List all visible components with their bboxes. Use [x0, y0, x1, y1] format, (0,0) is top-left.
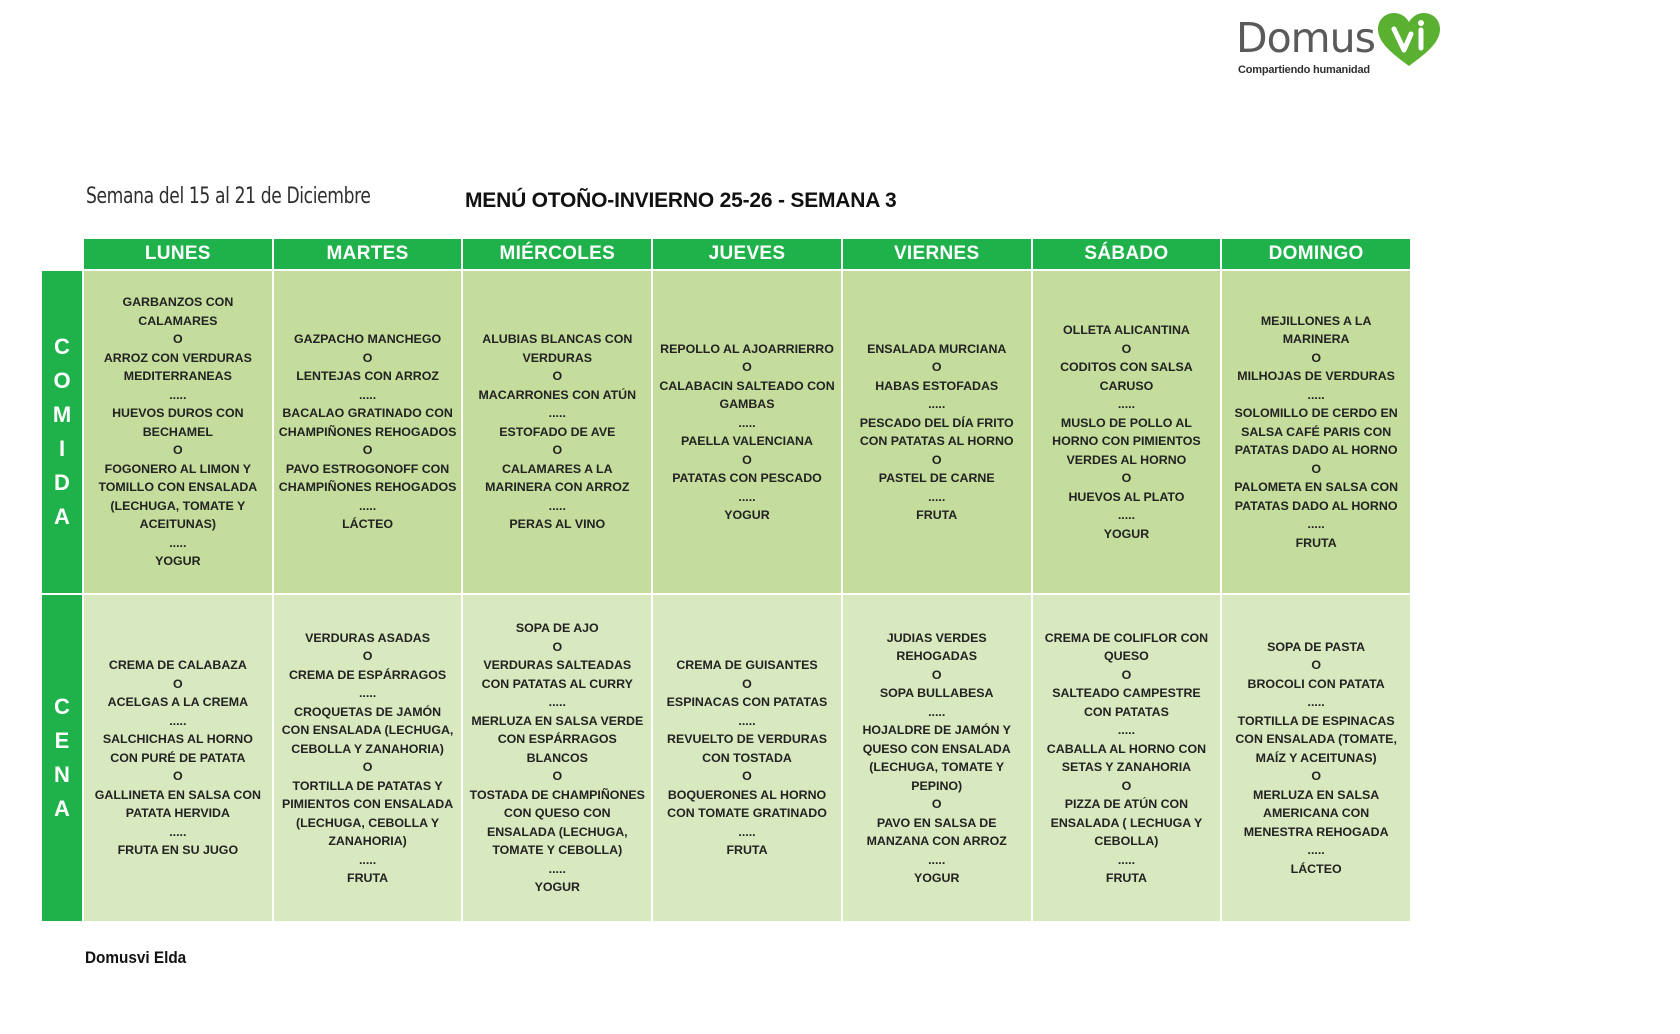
menu-line: ..... [358, 852, 377, 867]
meal-label-letter: D [54, 470, 70, 495]
day-header: VIERNES [843, 239, 1031, 269]
menu-cell [84, 271, 272, 593]
menu-line: LÁCTEO [342, 517, 394, 532]
menu-line: ..... [1307, 843, 1325, 858]
menu-line: ..... [1307, 387, 1325, 402]
menu-cell [843, 595, 1031, 921]
menu-cell [463, 595, 651, 921]
menu-cell [1033, 271, 1221, 593]
meal-label-letter: A [54, 796, 70, 821]
menu-line: SOPA DE PASTA [1267, 639, 1366, 654]
menu-line: O [1121, 341, 1132, 356]
menu-line: O [1121, 778, 1132, 793]
menu-line: ..... [169, 713, 187, 728]
menu-line: ..... [169, 535, 187, 550]
menu-line: ..... [928, 704, 946, 719]
menu-line: VERDURAS SALTEADAS CON PATATAS AL CURRY [481, 658, 633, 691]
menu-line: TOSTADA DE CHAMPIÑONES CON QUESO CON ENSALADA (LECHUGA, TOMATE Y CEBOLLA) [469, 787, 645, 858]
menu-line: O [931, 452, 942, 467]
menu-line: LÁCTEO [1290, 861, 1342, 876]
menu-line: PAVO ESTROGONOFF CON CHAMPIÑONES REHOGADOS [278, 461, 457, 495]
menu-line: MERLUZA EN SALSA VERDE CON ESPÁRRAGOS BLANCOS [471, 713, 644, 765]
menu-line: BOQUERONES AL HORNO CON TOMATE GRATINADO [667, 787, 827, 821]
menu-line: CREMA DE ESPÁRRAGOS [288, 667, 447, 682]
menu-line: CALABACIN SALTEADO CON GAMBAS [659, 378, 835, 411]
menu-cell [274, 271, 462, 593]
menu-line: ..... [169, 824, 187, 839]
menu-line: ALUBIAS BLANCAS CON VERDURAS [482, 332, 633, 365]
day-header: DOMINGO [1222, 239, 1410, 269]
menu-cell [463, 271, 651, 593]
menu-cell [1033, 595, 1221, 921]
menu-line: YOGUR [155, 554, 201, 569]
menu-line: ..... [928, 489, 946, 504]
menu-line: CREMA DE COLIFLOR CON QUESO [1044, 630, 1209, 663]
logo-tagline: Compartiendo humanidad [1238, 64, 1370, 76]
menu-cell [653, 595, 841, 921]
menu-line: ..... [1117, 508, 1136, 522]
meal-label-cena [42, 595, 82, 921]
meal-label-letter: M [52, 402, 72, 427]
menu-line: HABAS ESTOFADAS [875, 378, 999, 393]
menu-cell [1222, 595, 1410, 921]
meal-label-letter: C [54, 334, 70, 359]
menu-line: MUSLO DE POLLO AL HORNO CON PIMIENTOS VERDES AL HORNO [1052, 415, 1201, 467]
menu-line: VERDURAS ASADAS [305, 630, 430, 645]
menu-line: O [1311, 461, 1321, 476]
menu-line: JUDIAS VERDES REHOGADAS [886, 630, 987, 663]
menu-line: YOGUR [1103, 526, 1150, 541]
menu-line: O [931, 360, 942, 374]
menu-line: SOPA BULLABESA [879, 686, 994, 700]
menu-line: REVUELTO DE VERDURAS CON TOSTADA [667, 732, 827, 765]
menu-line: HOJALDRE DE JAMÓN Y QUESO CON ENSALADA (LECHUGA, TOMATE Y PEPINO) [862, 723, 1011, 793]
menu-line: ESPINACAS CON PATATAS [666, 695, 828, 710]
logo-wordmark: Domus [1236, 14, 1375, 62]
menu-line: CABALLA AL HORNO CON SETAS Y ZANAHORIA [1046, 741, 1207, 774]
menu-line: TORTILLA DE ESPINACAS CON ENSALADA (TOMATE, MAÍZ Y ACEITUNAS) [1235, 713, 1397, 765]
menu-line: PALOMETA EN SALSA CON PATATAS DADO AL HORNO [1234, 480, 1399, 513]
menu-line: CREMA DE GUISANTES [676, 658, 818, 673]
menu-line: SALCHICHAS AL HORNO CON PURÉ DE PATATA [102, 732, 253, 765]
menu-line: SOPA DE AJO [515, 621, 599, 636]
day-header: MIÉRCOLES [463, 239, 651, 269]
menu-line: O [1121, 471, 1132, 485]
menu-line: O [552, 369, 563, 384]
menu-line: FRUTA [347, 871, 389, 885]
menu-line: ..... [738, 713, 756, 728]
menu-line: PIZZA DE ATÚN CON ENSALADA ( LECHUGA Y CEBOLLA) [1050, 797, 1203, 848]
menu-line: ..... [548, 861, 566, 876]
menu-line: O [1121, 667, 1132, 682]
menu-line: O [931, 797, 942, 811]
meal-label-letter: A [54, 504, 70, 529]
menu-cell [274, 595, 462, 921]
menu-line: O [362, 760, 373, 774]
menu-line: ..... [1117, 397, 1136, 411]
menu-line: FRUTA [726, 843, 768, 858]
menu-line: LENTEJAS CON ARROZ [296, 369, 439, 384]
menu-line: PERAS AL VINO [509, 517, 606, 532]
menu-line: ..... [358, 498, 377, 513]
menu-line: MERLUZA EN SALSA AMERICANA CON MENESTRA REHOGADA [1243, 787, 1389, 839]
menu-line: HUEVOS DUROS CON BECHAMEL [112, 406, 244, 439]
menu-line: ..... [738, 489, 756, 504]
menu-line: ESTOFADO DE AVE [499, 424, 616, 439]
menu-cell [84, 595, 272, 921]
menu-line: CALAMARES A LA MARINERA CON ARROZ [485, 461, 630, 495]
menu-line: O [742, 769, 752, 784]
menu-line: TORTILLA DE PATATAS Y PIMIENTOS CON ENSALADA (LECHUGA, CEBOLLA Y ZANAHORIA) [281, 778, 454, 848]
menu-line: GAZPACHO MANCHEGO [294, 332, 442, 347]
menu-line: MILHOJAS DE VERDURAS [1237, 369, 1395, 384]
menu-line: BACALAO GRATINADO CON CHAMPIÑONES REHOGADOS [278, 406, 457, 439]
menu-line: PATATAS CON PESCADO [672, 471, 822, 485]
menu-line: GALLINETA EN SALSA CON PATATA HERVIDA [94, 787, 261, 821]
menu-line: O [362, 443, 373, 458]
menu-line: PESCADO DEL DÍA FRITO CON PATATAS AL HORNO [859, 415, 1014, 448]
table-corner [42, 239, 82, 269]
menu-line: YOGUR [534, 880, 580, 895]
day-header: MARTES [274, 239, 462, 269]
menu-line: MEJILLONES A LA MARINERA [1260, 313, 1372, 347]
menu-line: CROQUETAS DE JAMÓN CON ENSALADA (LECHUGA, CEBOLLA Y ZANAHORIA) [281, 704, 454, 756]
menu-line: O [742, 452, 752, 467]
menu-line: CODITOS CON SALSA CARUSO [1060, 360, 1193, 393]
menu-line: ENSALADA MURCIANA [867, 341, 1007, 356]
menu-line: O [173, 676, 183, 691]
menu-line: FRUTA [1295, 535, 1337, 550]
menu-line: O [362, 350, 373, 365]
menu-line: PAELLA VALENCIANA [681, 434, 813, 448]
menu-line: ARROZ CON VERDURAS MEDITERRANEAS [103, 350, 252, 384]
menu-line: SALTEADO CAMPESTRE CON PATATAS [1052, 686, 1201, 719]
menu-line: FRUTA [1105, 871, 1147, 885]
menu-line: ..... [358, 387, 377, 402]
menu-line: ..... [548, 406, 566, 421]
menu-line: ..... [548, 695, 566, 710]
day-header: JUEVES [653, 239, 841, 269]
day-header: SÁBADO [1033, 239, 1221, 269]
menu-line: OLLETA ALICANTINA [1062, 323, 1190, 337]
menu-cell [843, 271, 1031, 593]
menu-line: ..... [928, 397, 946, 411]
meal-label-letter: O [53, 368, 71, 393]
menu-line: O [742, 360, 752, 374]
menu-line: FRUTA EN SU JUGO [117, 843, 239, 858]
menu-line: GARBANZOS CON CALAMARES [122, 295, 234, 328]
menu-line: ..... [169, 387, 187, 402]
menu-line: ..... [1307, 517, 1325, 532]
week-range: Semana del 15 al 21 de Diciembre [86, 184, 371, 209]
menu-line: ..... [738, 415, 756, 430]
heart-logo-icon [1376, 12, 1442, 68]
menu-line: PAVO EN SALSA DE MANZANA CON ARROZ [866, 815, 1007, 848]
menu-line: ..... [928, 852, 946, 867]
menu-line: O [173, 332, 183, 347]
menu-line: O [362, 649, 373, 663]
menu-line: O [742, 676, 752, 691]
menu-line: PASTEL DE CARNE [878, 471, 995, 485]
menu-line: MACARRONES CON ATÚN [478, 387, 637, 402]
menu-line: ..... [358, 686, 377, 700]
meal-label-letter: I [58, 436, 66, 461]
menu-line: O [1311, 350, 1321, 365]
menu-line: ACELGAS A LA CREMA [107, 695, 249, 710]
menu-line: ..... [548, 498, 566, 513]
menu-line: FRUTA [916, 508, 958, 522]
menu-line: ..... [1117, 723, 1136, 737]
menu-title: MENÚ OTOÑO-INVIERNO 25-26 - SEMANA 3 [465, 189, 897, 212]
menu-line: O [1311, 658, 1321, 673]
menu-line: ..... [1117, 852, 1136, 867]
menu-line: CREMA DE CALABAZA [108, 658, 247, 673]
menu-line: FOGONERO AL LIMON Y TOMILLO CON ENSALADA (LECHUGA, TOMATE Y ACEITUNAS) [98, 461, 258, 532]
menu-line: O [552, 443, 563, 458]
menu-cell [1222, 271, 1410, 593]
domusvi-logo [1236, 12, 1451, 82]
menu-line: YOGUR [724, 508, 770, 522]
menu-line: O [931, 667, 942, 682]
meal-label-letter: E [54, 728, 70, 753]
menu-line: O [552, 639, 563, 654]
menu-line: HUEVOS AL PLATO [1068, 489, 1185, 504]
menu-line: O [173, 769, 183, 784]
menu-line: REPOLLO AL AJOARRIERRO [660, 341, 834, 356]
menu-cell [653, 271, 841, 593]
menu-line: O [1311, 769, 1321, 784]
day-header: LUNES [84, 239, 272, 269]
menu-line: YOGUR [913, 871, 960, 885]
menu-line: ..... [1307, 695, 1325, 710]
footer-center-name: Domusvi Elda [85, 948, 187, 967]
menu-line: O [552, 769, 563, 784]
meal-label-letter: N [54, 762, 70, 787]
menu-line: SOLOMILLO DE CERDO EN SALSA CAFÉ PARIS CON PATATAS DADO AL HORNO [1234, 406, 1398, 458]
menu-line: BROCOLI CON PATATA [1247, 676, 1385, 691]
meal-label-letter: C [54, 694, 70, 719]
meal-label-comida [42, 271, 82, 593]
menu-line: ..... [738, 824, 756, 839]
menu-table [42, 239, 1410, 921]
menu-line: O [173, 443, 183, 458]
